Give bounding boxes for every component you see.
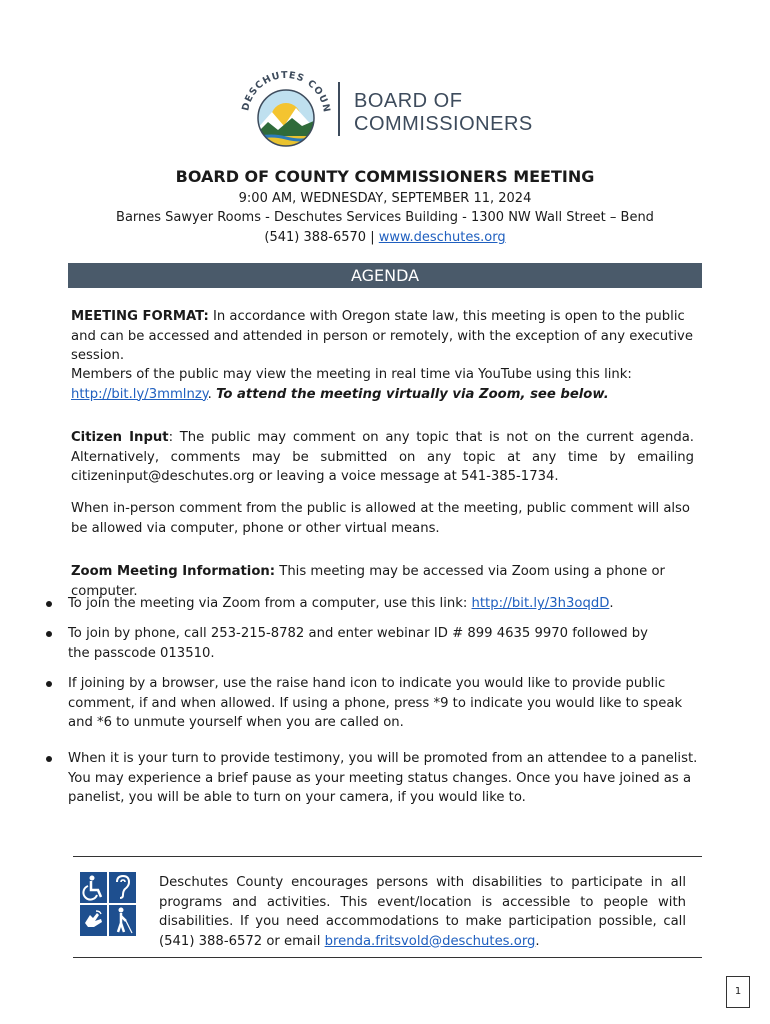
meeting-format-paragraph bbox=[71, 307, 703, 366]
page-number-box bbox=[726, 976, 750, 1008]
accessibility-top-rule bbox=[73, 856, 702, 857]
citizen-input-paragraph bbox=[71, 428, 694, 487]
website-link[interactable]: www.deschutes.org bbox=[378, 230, 506, 245]
hearing-assist-icon bbox=[109, 872, 136, 903]
zoom-bullet-2 bbox=[68, 624, 658, 663]
bullet-dot bbox=[46, 601, 52, 607]
bullet-dot bbox=[46, 631, 52, 637]
meeting-format-text: In accordance with Oregon state law, this meeting is open to the public and can be accessed and attended in person or remotely, with the exception of any executive session. bbox=[71, 309, 693, 363]
in-person-paragraph bbox=[71, 499, 703, 538]
zoom-info-label: Zoom Meeting Information: bbox=[71, 564, 276, 579]
accessibility-bottom-rule bbox=[73, 957, 702, 958]
zoom-bullet-3-text: If joining by a browser, use the raise hand icon to indicate you would like to provide public comment, if and when allowed. If using a phone, press *9 to indicate you would like to speak and *6 to unmute yourself when you are called on. bbox=[68, 676, 683, 730]
phone-number: (541) 388-6570 bbox=[264, 230, 367, 245]
zoom-bullet-1-text: To join the meeting via Zoom from a computer, use this link: bbox=[68, 596, 468, 611]
sign-language-icon bbox=[80, 905, 107, 936]
in-person-text: When in-person comment from the public is allowed at the meeting, public comment will also be allowed via computer, phone or other virtual means. bbox=[71, 501, 691, 536]
agenda-label: AGENDA bbox=[350, 266, 420, 285]
agenda-bar bbox=[68, 263, 702, 288]
separator: | bbox=[370, 230, 375, 245]
zoom-bullet-3 bbox=[68, 674, 698, 733]
wheelchair-icon bbox=[80, 872, 107, 903]
accessibility-period: . bbox=[535, 933, 540, 949]
zoom-bullet-4-text: When it is your turn to provide testimony, you will be promoted from an attendee to a panelist. You may experience a brief pause as your meeting status changes. Once you have joined as a panelist, you will be able to turn on your camera, if you would like to. bbox=[68, 751, 698, 805]
logo-divider bbox=[338, 82, 340, 136]
zoom-bullet-1 bbox=[68, 594, 698, 614]
page-number: 1 bbox=[734, 986, 742, 997]
org-name-line2: COMMISSIONERS bbox=[354, 113, 533, 135]
blind-cane-icon bbox=[109, 905, 136, 936]
zoom-bullet-4 bbox=[68, 749, 698, 808]
meeting-datetime: 9:00 AM, WEDNESDAY, SEPTEMBER 11, 2024 bbox=[238, 191, 532, 206]
youtube-text: Members of the public may view the meeting in real time via YouTube using this link: bbox=[71, 367, 632, 382]
meeting-location: Barnes Sawyer Rooms - Deschutes Services Building - 1300 NW Wall Street – Bend bbox=[116, 210, 654, 225]
zoom-bullet-2-text: To join by phone, call 253-215-8782 and enter webinar ID # 899 4635 9970 followed by the passcode 013510. bbox=[68, 626, 648, 661]
accessibility-paragraph bbox=[159, 873, 686, 951]
county-seal-logo bbox=[236, 68, 336, 152]
seal-text: DESCHUTES COUN bbox=[240, 69, 333, 114]
zoom-link-period: . bbox=[609, 596, 614, 611]
citizen-input-text: : The public may comment on any topic that is not on the current agenda. Alternatively, comments may be submitted on any topic at any time by emailing citizeninput@deschutes.org or leaving a voice message at 541-385-1734. bbox=[71, 430, 694, 484]
org-name-line1: BOARD OF bbox=[354, 90, 463, 112]
meeting-format-label: MEETING FORMAT: bbox=[71, 309, 209, 324]
accessibility-icons bbox=[80, 872, 136, 936]
youtube-link-period: . bbox=[207, 386, 212, 402]
contact-line bbox=[0, 230, 770, 245]
bullet-dot bbox=[46, 681, 52, 687]
citizen-input-label: Citizen Input bbox=[71, 430, 169, 445]
zoom-info-text: This meeting may be accessed via Zoom using a phone or computer. bbox=[71, 564, 665, 599]
accessibility-email-link[interactable]: brenda.fritsvold@deschutes.org bbox=[324, 933, 536, 949]
zoom-note: To attend the meeting virtually via Zoom, see below. bbox=[216, 386, 609, 402]
accessibility-text: Deschutes County encourages persons with disabilities to participate in all programs and activities. This event/location is accessible to people with disabilities. If you need accommodations to make participation possible, call (541) 388-6572 or email bbox=[159, 875, 686, 949]
meeting-title: BOARD OF COUNTY COMMISSIONERS MEETING bbox=[175, 167, 595, 186]
youtube-link[interactable]: http://bit.ly/3mmlnzy bbox=[71, 386, 208, 402]
bullet-dot bbox=[46, 756, 52, 762]
zoom-join-link[interactable]: http://bit.ly/3h3oqdD bbox=[471, 596, 610, 611]
youtube-paragraph bbox=[71, 365, 703, 404]
